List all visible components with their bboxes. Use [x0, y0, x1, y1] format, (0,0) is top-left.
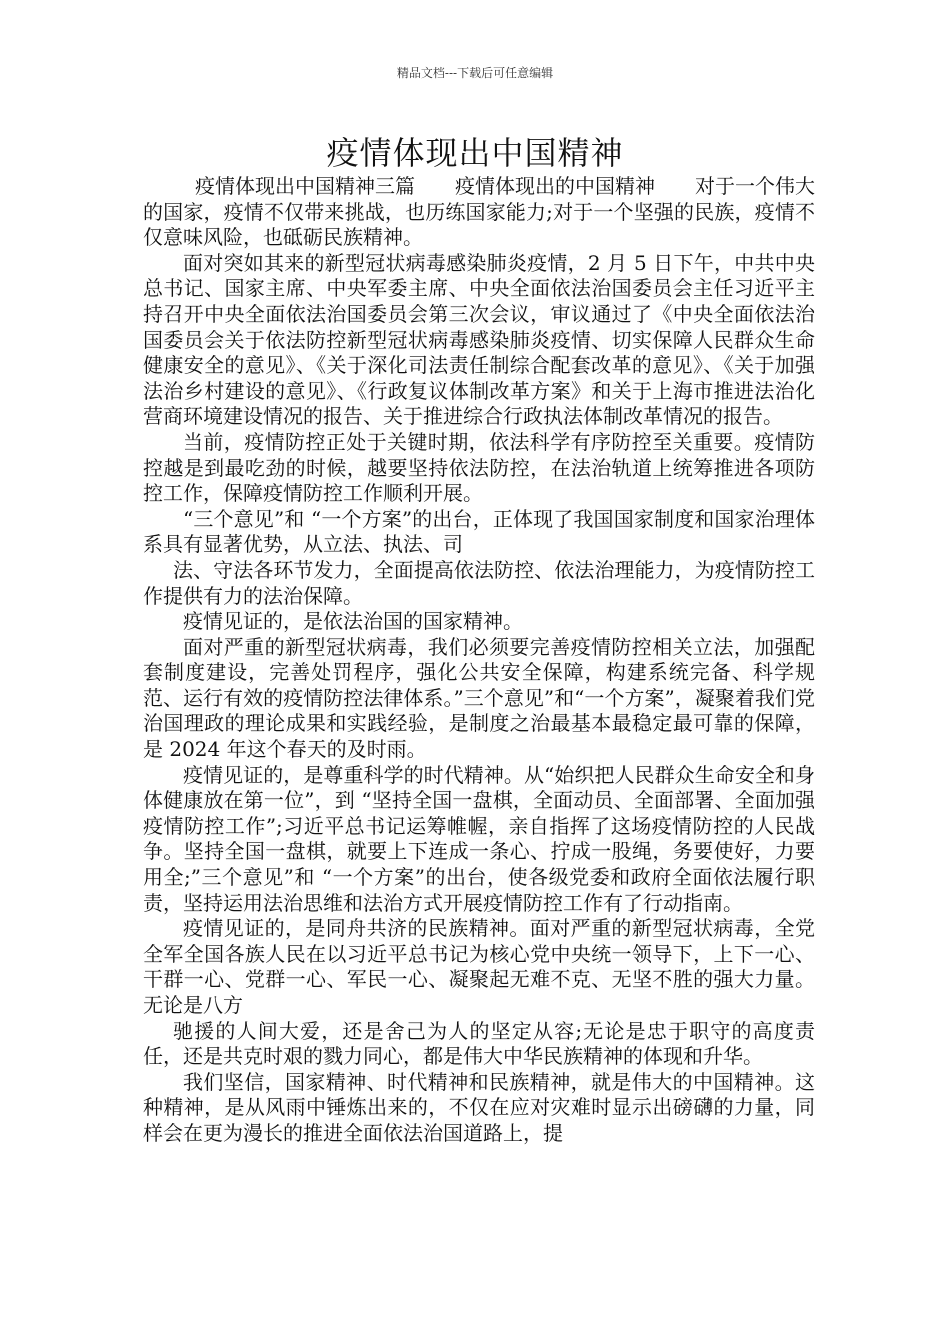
paragraph-national-unity-continued: 驰援的人间大爱，还是舍己为人的坚定从容;无论是忠于职守的高度责任，还是共克时艰的戮力同心，都是伟大中华民族精神的体现和升华。 — [143, 1018, 815, 1069]
paragraph-conclusion: 我们坚信，国家精神、时代精神和民族精神，就是伟大的中国精神。这种精神，是从风雨中锤炼出来的，不仅在应对灾难时显示出磅礴的力量，同样会在更为漫长的推进全面依法治国道路上，提 — [143, 1069, 815, 1145]
paragraph-three-opinions: “三个意见”和 “一个方案”的出台，正体现了我国国家制度和国家治理体系具有显著优势，从立法、执法、司 — [143, 506, 815, 557]
page-header: 精品文档---下载后可任意编辑 — [396, 66, 554, 80]
paragraph-national-unity: 疫情见证的，是同舟共济的民族精神。面对严重的新型冠状病毒，全党全军全国各族人民在以习近平总书记为核心党中央统一领导下，上下一心、干群一心、党群一心、军民一心、凝聚起无难不克、无坚不胜的强大力量。无论是八方 — [143, 916, 815, 1017]
document-title: 疫情体现出中国精神 — [326, 134, 624, 172]
paragraph-intro: 疫情体现出中国精神三篇 疫情体现出的中国精神 对于一个伟大的国家，疫情不仅带来挑战，也历练国家能力;对于一个坚强的民族，疫情不仅意味风险，也砥砺民族精神。 — [143, 174, 815, 250]
paragraph-current-stage: 当前，疫情防控正处于关键时期，依法科学有序防控至关重要。疫情防控越是到最吃劲的时候，越要坚持依法防控，在法治轨道上统筹推进各项防控工作，保障疫情防控工作顺利开展。 — [143, 429, 815, 506]
document-body — [143, 174, 815, 1147]
paragraph-meeting: 面对突如其来的新型冠状病毒感染肺炎疫情，2 月 5 日下午，中共中央总书记、国家主席、中央军委主席、中央全面依法治国委员会主任习近平主持召开中央全面依法治国委员会第三次会议，审议通过了《中央全面依法治国委员会关于依法防控新型冠状病毒感染肺炎疫情、切实保障人民群众生命健康安全的意见》、《关于深化司法责任制综合配套改革的意见》、《关于加强法治乡村建设的意见》、《行政复议体制改革方案》和关于上海市推进法治化营商环境建设情况的报告、关于推进综合行政执法体制改革情况的报告。 — [143, 250, 815, 429]
paragraph-legal-system: 面对严重的新型冠状病毒，我们必须要完善疫情防控相关立法，加强配套制度建设，完善处罚程序，强化公共安全保障，构建系统完备、科学规范、运行有效的疫情防控法律体系。”三个意见”和“一个方案”，凝聚着我们党治国理政的理论成果和实践经验，是制度之治最基本最稳定最可靠的保障，是 2024 年这个春天的及时雨。 — [143, 634, 815, 762]
paragraph-era-spirit: 疫情见证的，是尊重科学的时代精神。从“始织把人民群众生命安全和身体健康放在第一位”，到 “坚持全国一盘棋，全面动员、全面部署、全面加强疫情防控工作”;习近平总书记运筹帷幄，亲自指挥了这场疫情防控的人民战争。坚持全国一盘棋，就要上下连成一条心、拧成一股绳，务要使好，力要用全;”三个意见”和 “一个方案”的出台，使各级党委和政府全面依法履行职责，坚持运用法治思维和法治方式开展疫情防控工作有了行动指南。 — [143, 762, 815, 915]
paragraph-national-spirit-heading: 疫情见证的，是依法治国的国家精神。 — [183, 609, 523, 634]
paragraph-three-opinions-continued: 法、守法各环节发力，全面提高依法防控、依法治理能力，为疫情防控工作提供有力的法治保障。 — [143, 557, 815, 608]
